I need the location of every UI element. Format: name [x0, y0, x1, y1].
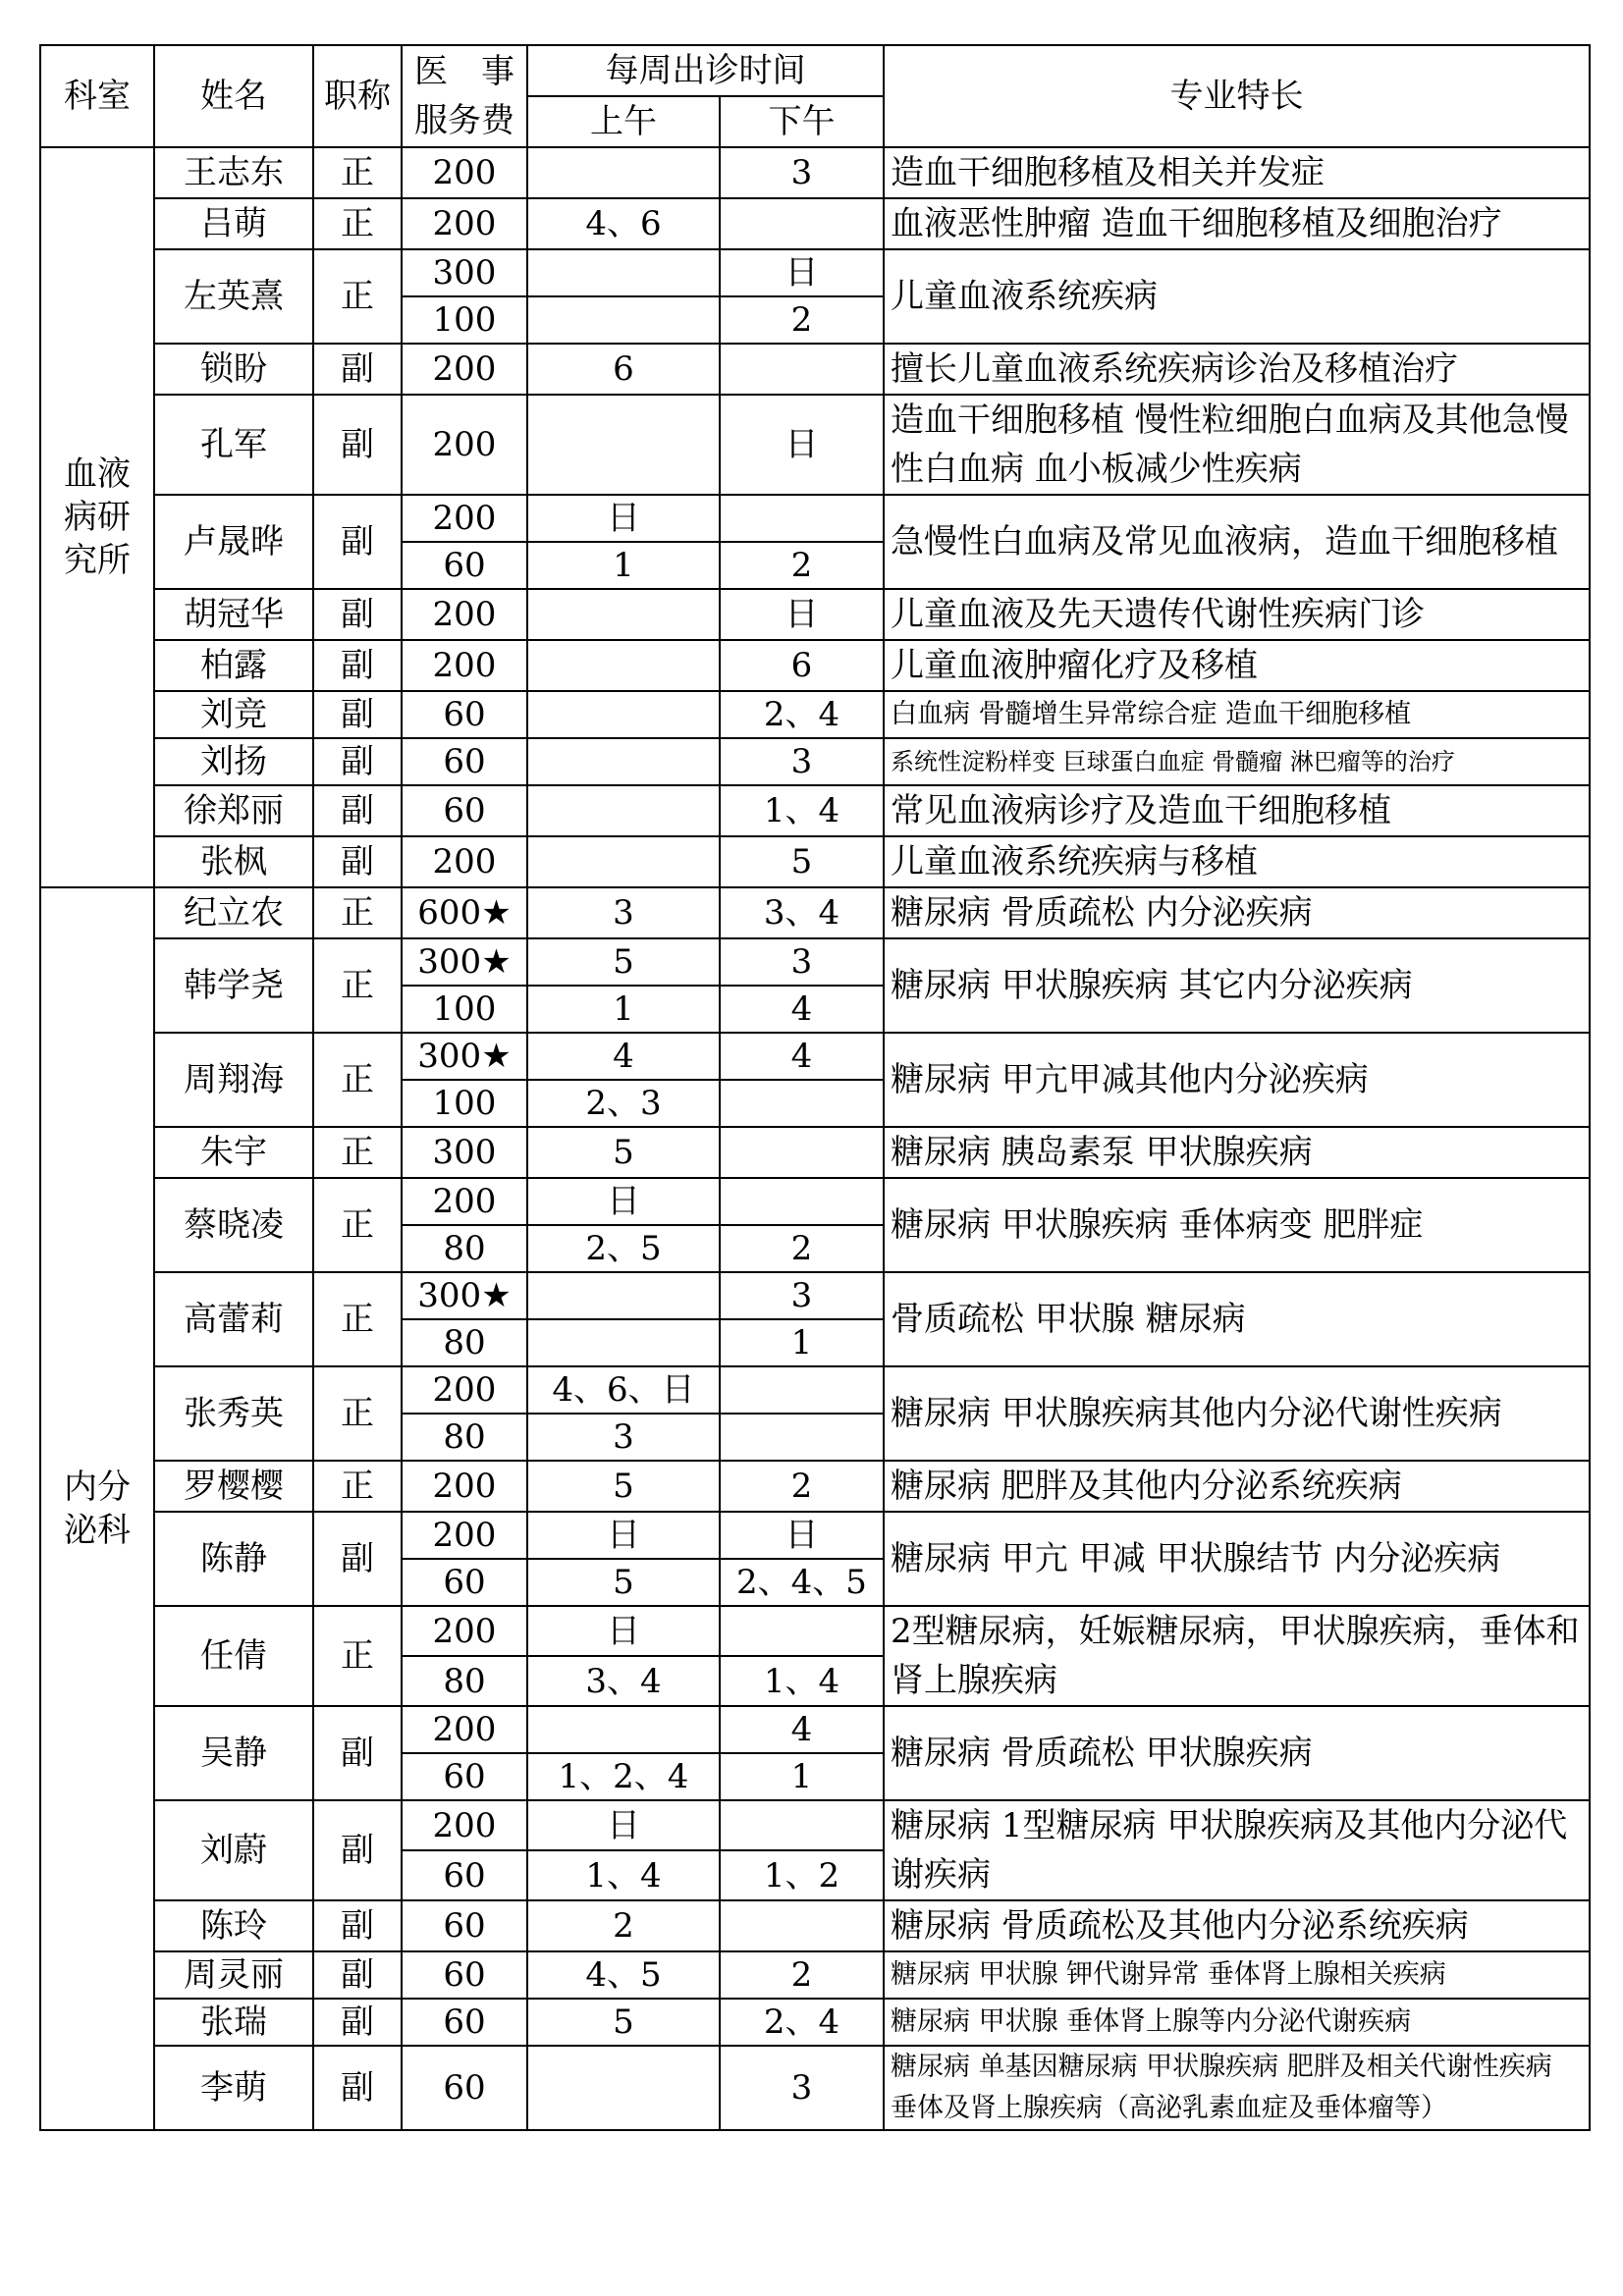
doctor-title: 正	[313, 147, 402, 198]
table-row	[40, 1461, 1590, 1512]
doctor-title: 副	[313, 1900, 402, 1951]
table-row	[40, 1366, 1590, 1414]
doctor-title: 副	[313, 589, 402, 640]
doctor-name: 胡冠华	[154, 589, 313, 640]
doctor-name: 罗樱樱	[154, 1461, 313, 1512]
specialty-cell: 儿童血液及先天遗传代谢性疾病门诊	[884, 589, 1590, 640]
pm-cell	[720, 1900, 884, 1951]
header-fee-char-2: 事	[481, 52, 514, 91]
header-row-1	[40, 45, 1590, 96]
pm-cell	[720, 1800, 884, 1850]
am-cell	[527, 1319, 720, 1366]
doctor-name: 周灵丽	[154, 1951, 313, 1999]
specialty-cell: 糖尿病 肥胖及其他内分泌系统疾病	[884, 1461, 1590, 1512]
fee-cell: 100	[402, 296, 527, 344]
table-row	[40, 836, 1590, 887]
am-cell	[527, 147, 720, 198]
doctor-title: 副	[313, 785, 402, 836]
am-cell	[527, 589, 720, 640]
pm-cell: 日	[720, 1512, 884, 1559]
doctor-title: 正	[313, 1606, 402, 1706]
fee-cell: 200	[402, 1606, 527, 1656]
doctor-title: 副	[313, 1999, 402, 2046]
am-cell: 1、2、4	[527, 1753, 720, 1800]
header-fee	[402, 45, 527, 147]
fee-cell: 300	[402, 1127, 527, 1178]
fee-cell: 300★	[402, 1272, 527, 1319]
pm-cell: 2、4	[720, 691, 884, 738]
pm-cell: 日	[720, 249, 884, 296]
fee-cell: 200	[402, 344, 527, 395]
doctor-name: 高蕾莉	[154, 1272, 313, 1366]
header-fee-line2: 服务费	[414, 101, 514, 140]
fee-cell: 80	[402, 1319, 527, 1366]
table-row	[40, 785, 1590, 836]
pm-cell: 3	[720, 938, 884, 986]
doctor-name: 李萌	[154, 2046, 313, 2130]
doctor-name: 张秀英	[154, 1366, 313, 1461]
specialty-cell: 造血干细胞移植及相关并发症	[884, 147, 1590, 198]
specialty-cell: 糖尿病 甲状腺疾病其他内分泌代谢性疾病	[884, 1366, 1590, 1461]
am-cell: 5	[527, 1559, 720, 1606]
specialty-cell: 急慢性白血病及常见血液病，造血干细胞移植	[884, 495, 1590, 589]
fee-cell: 200	[402, 147, 527, 198]
table-row	[40, 1272, 1590, 1319]
fee-cell: 200	[402, 198, 527, 249]
fee-cell: 300★	[402, 1033, 527, 1080]
specialty-cell: 儿童血液系统疾病	[884, 249, 1590, 344]
table-row	[40, 1951, 1590, 1999]
specialty-cell: 糖尿病 甲状腺疾病 其它内分泌疾病	[884, 938, 1590, 1033]
doctor-title: 副	[313, 2046, 402, 2130]
pm-cell	[720, 1606, 884, 1656]
table-row	[40, 887, 1590, 938]
fee-cell: 60	[402, 1559, 527, 1606]
am-cell: 3	[527, 887, 720, 938]
fee-cell: 60	[402, 738, 527, 785]
doctor-title: 正	[313, 1127, 402, 1178]
doctor-title: 正	[313, 1461, 402, 1512]
am-cell: 5	[527, 1127, 720, 1178]
table-row	[40, 640, 1590, 691]
pm-cell: 4	[720, 986, 884, 1033]
dept-name: 血液 病研 究所	[64, 454, 131, 580]
doctor-title: 副	[313, 640, 402, 691]
doctor-title: 正	[313, 1178, 402, 1272]
doctor-name: 徐郑丽	[154, 785, 313, 836]
doctor-name: 吕萌	[154, 198, 313, 249]
am-cell: 5	[527, 938, 720, 986]
am-cell: 日	[527, 495, 720, 542]
fee-cell: 200	[402, 1512, 527, 1559]
pm-cell: 2	[720, 542, 884, 589]
am-cell	[527, 296, 720, 344]
fee-cell: 200	[402, 1366, 527, 1414]
am-cell: 日	[527, 1178, 720, 1225]
specialty-cell: 常见血液病诊疗及造血干细胞移植	[884, 785, 1590, 836]
doctor-name: 孔军	[154, 395, 313, 495]
pm-cell: 2、4、5	[720, 1559, 884, 1606]
fee-cell: 60	[402, 542, 527, 589]
doctor-title: 正	[313, 1033, 402, 1127]
fee-cell: 80	[402, 1225, 527, 1272]
fee-cell: 200	[402, 395, 527, 495]
am-cell: 1	[527, 542, 720, 589]
doctor-title: 正	[313, 1272, 402, 1366]
doctor-name: 任倩	[154, 1606, 313, 1706]
fee-cell: 200	[402, 836, 527, 887]
fee-cell: 200	[402, 1178, 527, 1225]
pm-cell	[720, 1080, 884, 1127]
pm-cell: 3	[720, 738, 884, 785]
table-row	[40, 2046, 1590, 2130]
pm-cell: 2	[720, 1951, 884, 1999]
table-row	[40, 1178, 1590, 1225]
pm-cell	[720, 1127, 884, 1178]
doctor-name: 陈静	[154, 1512, 313, 1606]
doctor-name: 吴静	[154, 1706, 313, 1800]
doctor-title: 副	[313, 495, 402, 589]
doctor-title: 副	[313, 344, 402, 395]
dept-cell	[40, 147, 154, 887]
pm-cell	[720, 1414, 884, 1461]
doctor-name: 陈玲	[154, 1900, 313, 1951]
table-row	[40, 198, 1590, 249]
specialty-cell: 糖尿病 胰岛素泵 甲状腺疾病	[884, 1127, 1590, 1178]
fee-cell: 200	[402, 640, 527, 691]
table-row	[40, 1999, 1590, 2046]
fee-cell: 200	[402, 1461, 527, 1512]
pm-cell: 2	[720, 296, 884, 344]
specialty-cell: 骨质疏松 甲状腺 糖尿病	[884, 1272, 1590, 1366]
fee-cell: 60	[402, 691, 527, 738]
fee-cell: 200	[402, 589, 527, 640]
specialty-cell: 糖尿病 骨质疏松 甲状腺疾病	[884, 1706, 1590, 1800]
specialty-cell: 儿童血液系统疾病与移植	[884, 836, 1590, 887]
pm-cell: 4	[720, 1706, 884, 1753]
specialty-cell: 糖尿病 甲状腺 钾代谢异常 垂体肾上腺相关疾病	[884, 1951, 1590, 1999]
doctor-name: 刘竞	[154, 691, 313, 738]
am-cell: 4	[527, 1033, 720, 1080]
specialty-cell: 血液恶性肿瘤 造血干细胞移植及细胞治疗	[884, 198, 1590, 249]
fee-cell: 60	[402, 1753, 527, 1800]
doctor-name: 朱宇	[154, 1127, 313, 1178]
pm-cell	[720, 344, 884, 395]
dept-name: 内分 泌科	[64, 1468, 131, 1550]
am-cell: 2	[527, 1900, 720, 1951]
doctor-name: 蔡晓凌	[154, 1178, 313, 1272]
am-cell: 6	[527, 344, 720, 395]
pm-cell: 3、4	[720, 887, 884, 938]
doctor-title: 副	[313, 836, 402, 887]
pm-cell: 3	[720, 1272, 884, 1319]
fee-cell: 60	[402, 1900, 527, 1951]
am-cell: 3	[527, 1414, 720, 1461]
doctor-name: 张枫	[154, 836, 313, 887]
doctor-name: 张瑞	[154, 1999, 313, 2046]
pm-cell: 1、4	[720, 1656, 884, 1706]
doctor-title: 副	[313, 1800, 402, 1900]
pm-cell: 3	[720, 147, 884, 198]
header-name: 姓名	[154, 45, 313, 147]
fee-cell: 100	[402, 1080, 527, 1127]
pm-cell: 2	[720, 1225, 884, 1272]
am-cell: 1	[527, 986, 720, 1033]
specialty-cell: 儿童血液肿瘤化疗及移植	[884, 640, 1590, 691]
am-cell: 5	[527, 1999, 720, 2046]
header-specialty: 专业特长	[884, 45, 1590, 147]
am-cell: 4、5	[527, 1951, 720, 1999]
pm-cell: 日	[720, 395, 884, 495]
am-cell: 4、6	[527, 198, 720, 249]
table-row	[40, 495, 1590, 542]
header-schedule: 每周出诊时间	[527, 45, 884, 96]
table-row	[40, 1606, 1590, 1656]
am-cell	[527, 395, 720, 495]
schedule-table	[39, 44, 1591, 2131]
pm-cell: 1	[720, 1319, 884, 1366]
am-cell	[527, 1706, 720, 1753]
table-row	[40, 738, 1590, 785]
table-row	[40, 147, 1590, 198]
specialty-cell: 糖尿病 单基因糖尿病 甲状腺疾病 肥胖及相关代谢性疾病 垂体及肾上腺疾病（高泌乳素血症及垂体瘤等）	[884, 2046, 1590, 2130]
fee-cell: 200	[402, 1706, 527, 1753]
am-cell: 5	[527, 1461, 720, 1512]
pm-cell	[720, 495, 884, 542]
header-fee-char-1: 医	[414, 52, 448, 91]
doctor-title: 正	[313, 1366, 402, 1461]
pm-cell: 1、4	[720, 785, 884, 836]
dept-cell	[40, 887, 154, 2130]
pm-cell: 2	[720, 1461, 884, 1512]
table-row	[40, 1800, 1590, 1850]
table-row	[40, 395, 1590, 495]
pm-cell: 3	[720, 2046, 884, 2130]
table-row	[40, 589, 1590, 640]
table-row	[40, 1512, 1590, 1559]
am-cell	[527, 785, 720, 836]
am-cell: 3、4	[527, 1656, 720, 1706]
fee-cell: 200	[402, 1800, 527, 1850]
pm-cell: 5	[720, 836, 884, 887]
am-cell	[527, 836, 720, 887]
am-cell	[527, 691, 720, 738]
doctor-title: 正	[313, 938, 402, 1033]
doctor-name: 刘扬	[154, 738, 313, 785]
am-cell	[527, 249, 720, 296]
doctor-title: 副	[313, 1512, 402, 1606]
specialty-cell: 糖尿病 1型糖尿病 甲状腺疾病及其他内分泌代谢疾病	[884, 1800, 1590, 1900]
am-cell: 日	[527, 1512, 720, 1559]
am-cell: 2、5	[527, 1225, 720, 1272]
am-cell	[527, 2046, 720, 2130]
fee-cell: 60	[402, 2046, 527, 2130]
am-cell	[527, 640, 720, 691]
doctor-title: 副	[313, 691, 402, 738]
fee-cell: 80	[402, 1656, 527, 1706]
specialty-cell: 糖尿病 甲状腺 垂体肾上腺等内分泌代谢疾病	[884, 1999, 1590, 2046]
specialty-cell: 糖尿病 骨质疏松及其他内分泌系统疾病	[884, 1900, 1590, 1951]
doctor-name: 刘蔚	[154, 1800, 313, 1900]
am-cell: 2、3	[527, 1080, 720, 1127]
pm-cell: 2、4	[720, 1999, 884, 2046]
pm-cell: 1	[720, 1753, 884, 1800]
table-row	[40, 1900, 1590, 1951]
fee-cell: 60	[402, 1999, 527, 2046]
doctor-name: 卢晟晔	[154, 495, 313, 589]
am-cell: 日	[527, 1606, 720, 1656]
specialty-cell: 糖尿病 甲亢 甲减 甲状腺结节 内分泌疾病	[884, 1512, 1590, 1606]
specialty-cell: 系统性淀粉样变 巨球蛋白血症 骨髓瘤 淋巴瘤等的治疗	[884, 738, 1590, 785]
fee-cell: 80	[402, 1414, 527, 1461]
table-row	[40, 938, 1590, 986]
specialty-cell: 造血干细胞移植 慢性粒细胞白血病及其他急慢性白血病 血小板减少性疾病	[884, 395, 1590, 495]
doctor-title: 正	[313, 249, 402, 344]
header-pm: 下午	[720, 96, 884, 147]
pm-cell: 6	[720, 640, 884, 691]
pm-cell: 日	[720, 589, 884, 640]
fee-cell: 60	[402, 1951, 527, 1999]
fee-cell: 60	[402, 785, 527, 836]
fee-cell: 300	[402, 249, 527, 296]
fee-cell: 100	[402, 986, 527, 1033]
doctor-title: 副	[313, 1951, 402, 1999]
am-cell	[527, 1272, 720, 1319]
fee-cell: 200	[402, 495, 527, 542]
pm-cell	[720, 1366, 884, 1414]
fee-cell: 600★	[402, 887, 527, 938]
header-title: 职称	[313, 45, 402, 147]
specialty-cell: 糖尿病 骨质疏松 内分泌疾病	[884, 887, 1590, 938]
doctor-name: 柏露	[154, 640, 313, 691]
header-am: 上午	[527, 96, 720, 147]
table-row	[40, 691, 1590, 738]
specialty-cell: 白血病 骨髓增生异常综合症 造血干细胞移植	[884, 691, 1590, 738]
am-cell: 1、4	[527, 1850, 720, 1900]
table-row	[40, 344, 1590, 395]
fee-cell: 60	[402, 1850, 527, 1900]
doctor-title: 副	[313, 395, 402, 495]
am-cell: 4、6、日	[527, 1366, 720, 1414]
doctor-title: 副	[313, 1706, 402, 1800]
header-dept: 科室	[40, 45, 154, 147]
doctor-name: 王志东	[154, 147, 313, 198]
table-row	[40, 249, 1590, 296]
doctor-title: 副	[313, 738, 402, 785]
doctor-title: 正	[313, 198, 402, 249]
doctor-name: 纪立农	[154, 887, 313, 938]
am-cell: 日	[527, 1800, 720, 1850]
doctor-name: 锁盼	[154, 344, 313, 395]
table-row	[40, 1706, 1590, 1753]
specialty-cell: 2型糖尿病，妊娠糖尿病，甲状腺疾病，垂体和肾上腺疾病	[884, 1606, 1590, 1706]
fee-cell: 300★	[402, 938, 527, 986]
table-row	[40, 1033, 1590, 1080]
doctor-name: 左英熹	[154, 249, 313, 344]
pm-cell	[720, 1178, 884, 1225]
am-cell	[527, 738, 720, 785]
pm-cell	[720, 198, 884, 249]
doctor-name: 韩学尧	[154, 938, 313, 1033]
specialty-cell: 擅长儿童血液系统疾病诊治及移植治疗	[884, 344, 1590, 395]
specialty-cell: 糖尿病 甲亢甲减其他内分泌疾病	[884, 1033, 1590, 1127]
pm-cell: 1、2	[720, 1850, 884, 1900]
specialty-cell: 糖尿病 甲状腺疾病 垂体病变 肥胖症	[884, 1178, 1590, 1272]
pm-cell: 4	[720, 1033, 884, 1080]
doctor-title: 正	[313, 887, 402, 938]
table-row	[40, 1127, 1590, 1178]
doctor-name: 周翔海	[154, 1033, 313, 1127]
